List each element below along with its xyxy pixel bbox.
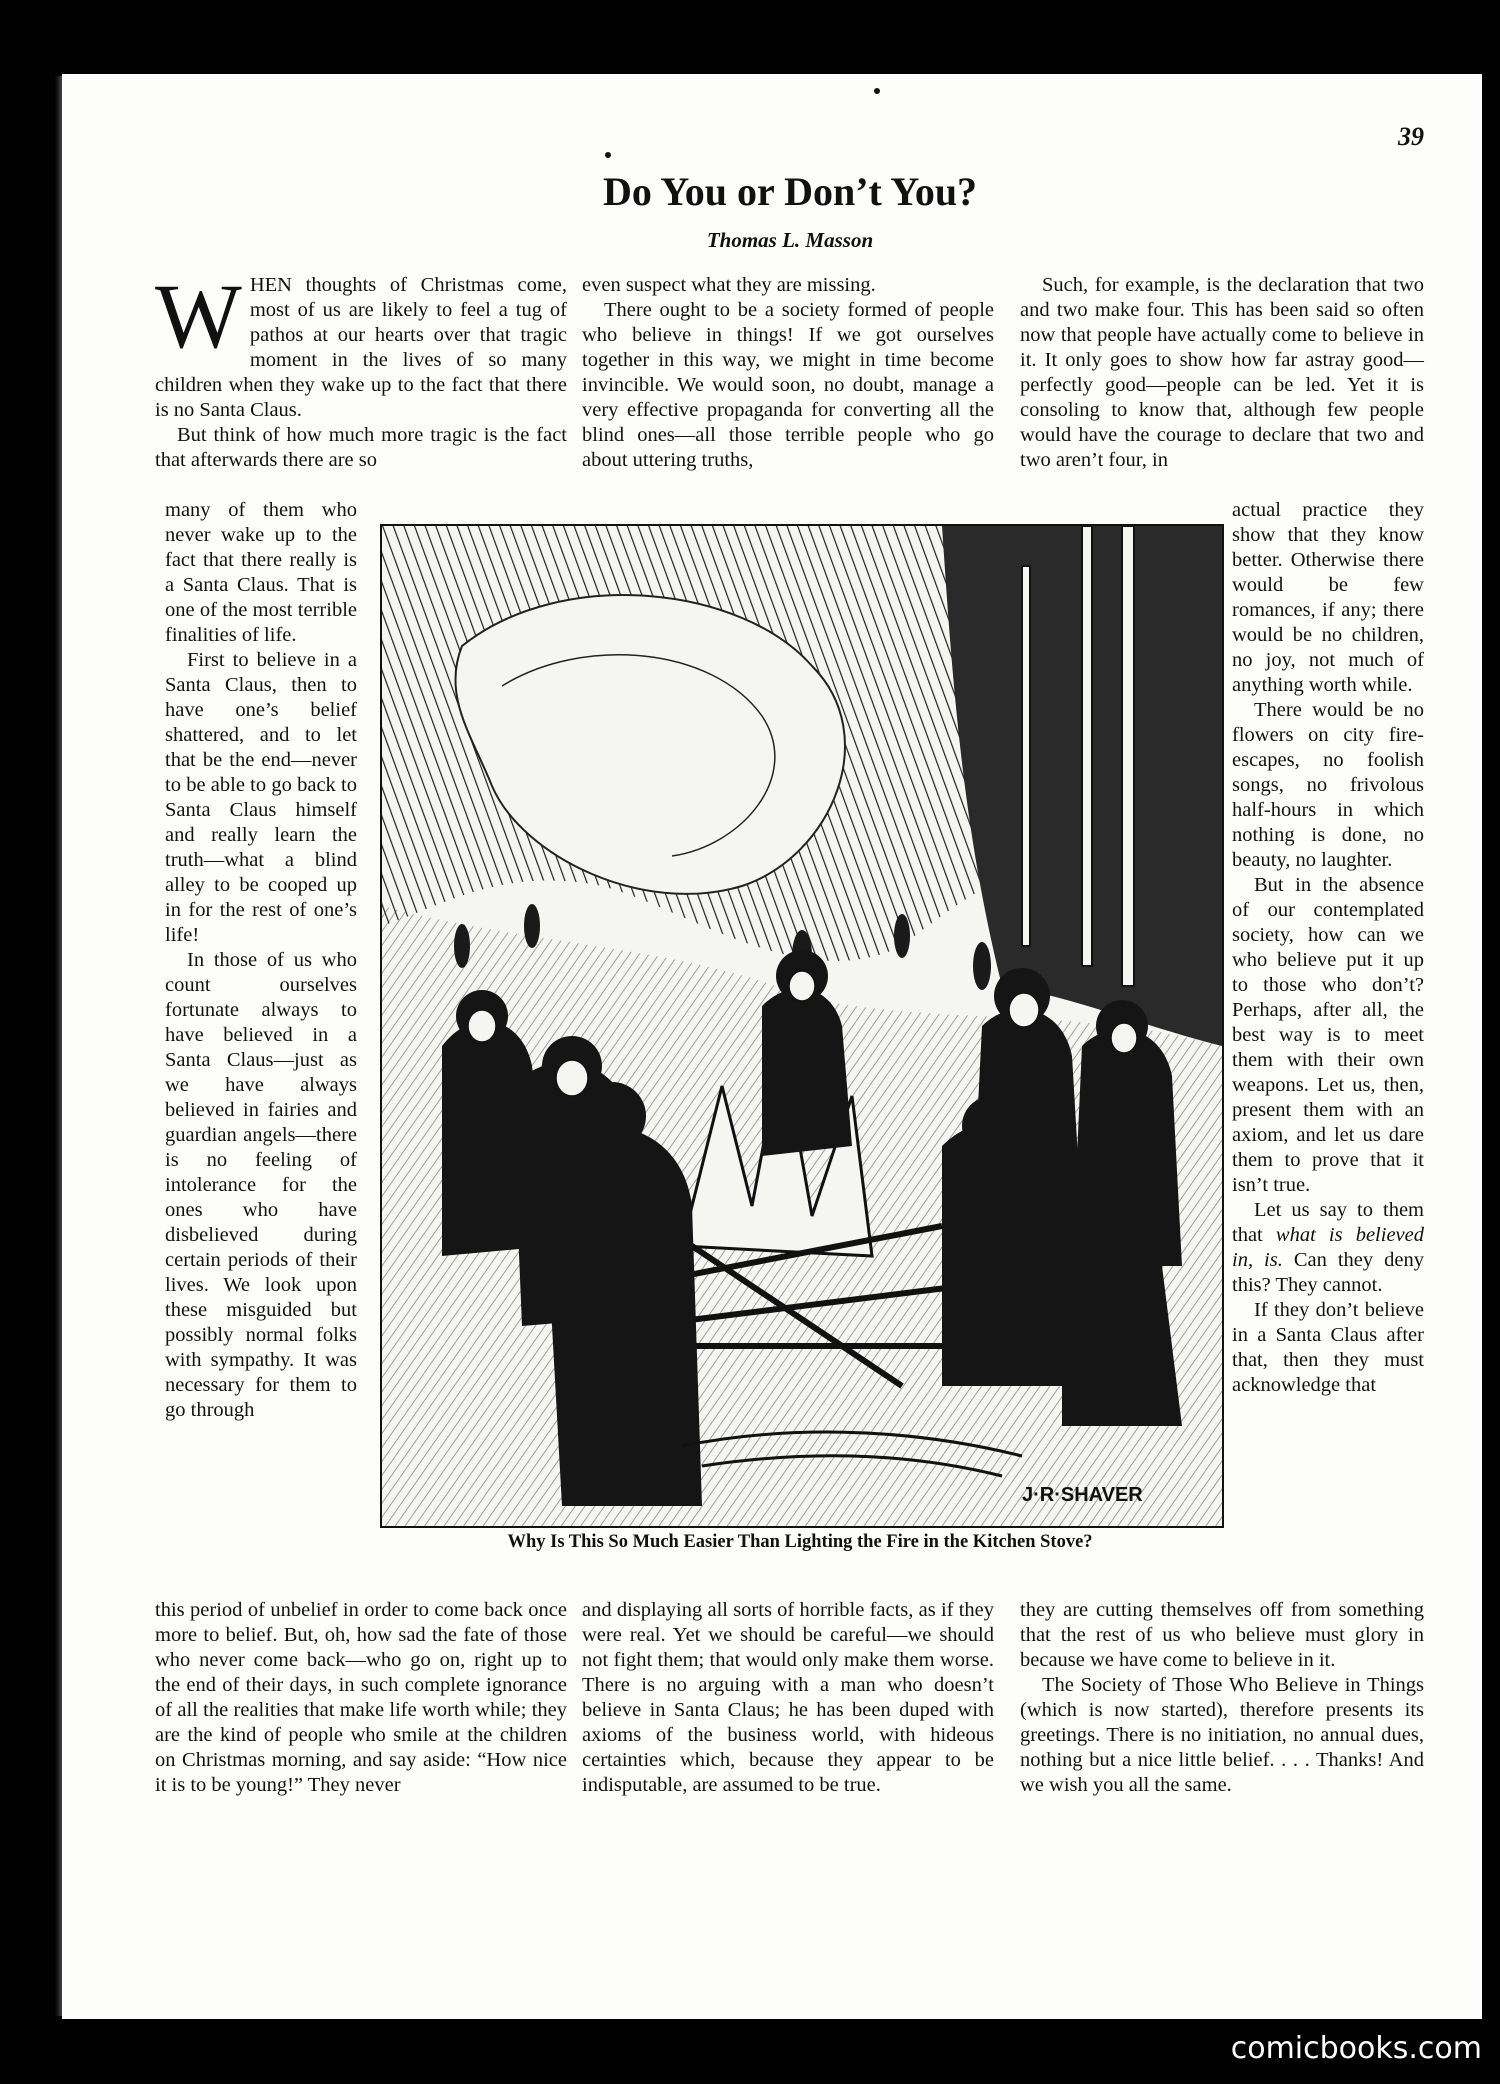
paragraph: this period of unbelief in order to come back once more to belief. But, oh, how sad the fate of those who never come back—who go on, right up to the end of their days, in such complete ignorance of all the realities that make life worth while; they are the kind of people who smile at the children on Christmas morning, and say aside: “How nice it is to be young!” They never xyxy=(155,1599,567,1796)
paragraph: and displaying all sorts of horrible facts, as if they were real. Yet we should be careful—we should not fight them; that would only make them worse. There is no arguing with a man who doesn’t believe in Santa Claus; he has been duped with axioms of the business world, with hideous certainties which, because they appear to be indisputable, are assumed to be true. xyxy=(582,1599,994,1796)
column-1-bottom xyxy=(155,1598,567,1798)
column-3-bottom xyxy=(1020,1598,1424,1798)
column-3-wrap xyxy=(1232,498,1424,1398)
column-2-bottom xyxy=(582,1598,994,1798)
article-title: Do You or Don’t You? xyxy=(602,169,978,214)
paragraph: Let us say to them that what is believed in, is. Can they deny this? They cannot. xyxy=(1232,1199,1424,1296)
paragraph: many of them who never wake up to the fact that there really is a Santa Claus. That is one of the most terrible finalities of life. xyxy=(165,499,357,646)
paragraph: The Society of Those Who Believe in Things (which is now started), therefore presents its greetings. There is no initiation, no annual dues, nothing but a nice little belief. . . . Thanks! And we wish you all the same. xyxy=(1020,1674,1424,1796)
scan-speck xyxy=(874,88,880,94)
paragraph: HEN thoughts of Christmas come, most of us are likely to feel a tug of pathos at our hearts over that tragic moment in the lives of so many children when they wake up to the fact that there is no Santa Claus. xyxy=(155,274,567,421)
column-3-top xyxy=(1020,273,1424,473)
paragraph: Such, for example, is the declaration that two and two make four. This has been said so often now that people have actually come to believe in it. It only goes to show how far astray good—perfectly good—people can be led. Yet it is consoling to know that, although few people would have the courage to declare that two and two aren’t four, in xyxy=(1020,274,1424,471)
paragraph: even suspect what they are missing. xyxy=(582,274,876,296)
artist-signature: J·R·SHAVER xyxy=(1022,1484,1143,1506)
bonfire-illustration xyxy=(380,524,1224,1528)
paragraph: But in the absence of our contemplated society, how can we who believe put it up to those who don’t? Perhaps, after all, the best way is to meet them with their own weapons. Let us, then, present them with an axiom, and let us dare them to prove that it isn’t true. xyxy=(1232,874,1424,1196)
drop-cap: W xyxy=(155,265,242,367)
article-author: Thomas L. Masson xyxy=(706,228,874,252)
column-1-wrap xyxy=(165,498,357,1423)
column-2-top xyxy=(582,273,994,473)
paragraph: But think of how much more tragic is the fact that afterwards there are so xyxy=(155,424,567,471)
binding-spine xyxy=(55,76,62,2016)
scan-speck xyxy=(605,152,611,158)
page-number: 39 xyxy=(1398,122,1424,151)
paragraph: actual practice they show that they know better. Otherwise there would be few romances, if any; there would be no children, no joy, not much of anything worth while. xyxy=(1232,499,1424,696)
ink-drawing xyxy=(382,526,1222,1526)
illustration-caption: Why Is This So Much Easier Than Lighting the Fire in the Kitchen Stove? xyxy=(507,1532,1093,1552)
watermark: comicbooks.com xyxy=(1230,2031,1482,2066)
paragraph: they are cutting themselves off from something that the rest of us who believe must glory in because we have come to believe in it. xyxy=(1020,1599,1424,1671)
emphasis: what is believed in, is. xyxy=(1232,1224,1424,1271)
paragraph: If they don’t believe in a Santa Claus after that, then they must acknowledge that xyxy=(1232,1299,1424,1396)
paragraph: First to believe in a Santa Claus, then to have one’s belief shattered, and to let that be the end—never to be able to go back to Santa Claus himself and really learn the truth—what a blind alley to be cooped up in for the rest of one’s life! xyxy=(165,649,357,946)
column-1-top xyxy=(155,265,567,473)
paragraph: There ought to be a society formed of people who believe in things! If we got ourselves together in this way, we might in time become invincible. We would soon, no doubt, manage a very effective propaganda for converting all the blind ones—all those terrible people who go about uttering truths, xyxy=(582,299,994,471)
paragraph: There would be no flowers on city fire-escapes, no foolish songs, no frivolous half-hours in which nothing is done, no beauty, no laughter. xyxy=(1232,699,1424,871)
paragraph: In those of us who count ourselves fortunate always to have believed in a Santa Claus—just as we have always believed in fairies and guardian angels—there is no feeling of intolerance for the ones who have disbelieved during certain periods of their lives. We look upon these misguided but possibly normal folks with sympathy. It was necessary for them to go through xyxy=(165,949,357,1421)
